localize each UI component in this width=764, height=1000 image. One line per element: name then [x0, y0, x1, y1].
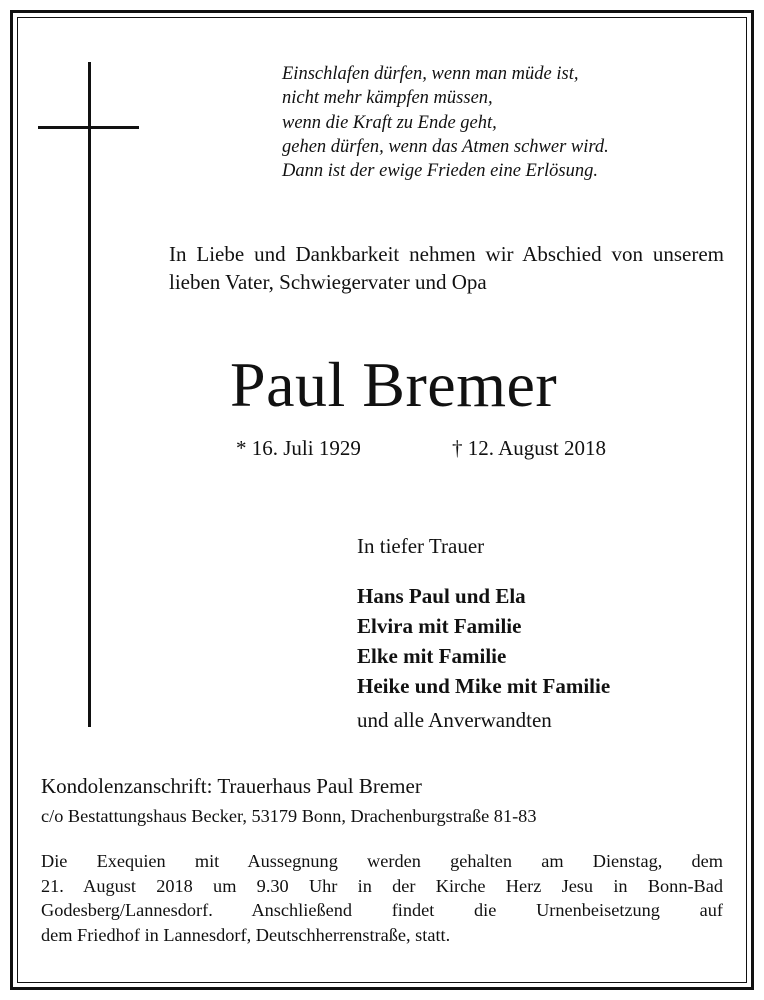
condolence-title: Kondolenzanschrift: Trauerhaus Paul Bremer: [41, 774, 422, 798]
poem-line: nicht mehr kämpfen müssen,: [282, 88, 493, 109]
poem-line: Einschlafen dürfen, wenn man müde ist,: [282, 64, 579, 84]
mourner-name: Hans Paul und Ela: [357, 584, 526, 608]
relatives-line: und alle Anverwandten: [357, 708, 552, 732]
mourning-heading: In tiefer Trauer: [357, 534, 485, 558]
cross-vertical-beam: [88, 62, 91, 727]
birth-date: * 16. Juli 1929: [236, 436, 361, 460]
mourner-name: Elvira mit Familie: [357, 614, 522, 638]
condolence-address: c/o Bestattungshaus Becker, 53179 Bonn, Drachenburgstraße 81-83: [41, 806, 537, 826]
mourners-list: [357, 581, 610, 701]
mourner-name: Heike und Mike mit Familie: [357, 674, 611, 698]
exequies-line: 21. August 2018 um 9.30 Uhr in der Kirche Herz Jesu in Bonn-Bad: [41, 875, 723, 896]
exequies-notice: [41, 849, 723, 947]
poem: [282, 62, 609, 183]
mourner-name: Elke mit Familie: [357, 644, 507, 668]
death-date: † 12. August 2018: [452, 436, 607, 460]
poem-line: gehen dürfen, wenn das Atmen schwer wird.: [282, 136, 609, 157]
deceased-name: Paul Bremer: [230, 349, 558, 420]
farewell-text: In Liebe und Dankbarkeit nehmen wir Abschied von unserem lieben Vater, Schwiegervater und Opa: [169, 242, 724, 294]
exequies-line: Die Exequien mit Aussegnung werden gehalten am Dienstag, dem: [41, 851, 723, 871]
exequies-line: Godesberg/Lannesdorf. Anschließend findet die Urnenbeisetzung auf: [41, 900, 723, 920]
exequies-line: dem Friedhof in Lannesdorf, Deutschherrenstraße, statt.: [41, 924, 451, 945]
poem-line: Dann ist der ewige Frieden eine Erlösung.: [282, 161, 598, 182]
cross-horizontal-beam: [38, 126, 139, 129]
poem-line: wenn die Kraft zu Ende geht,: [282, 112, 497, 133]
